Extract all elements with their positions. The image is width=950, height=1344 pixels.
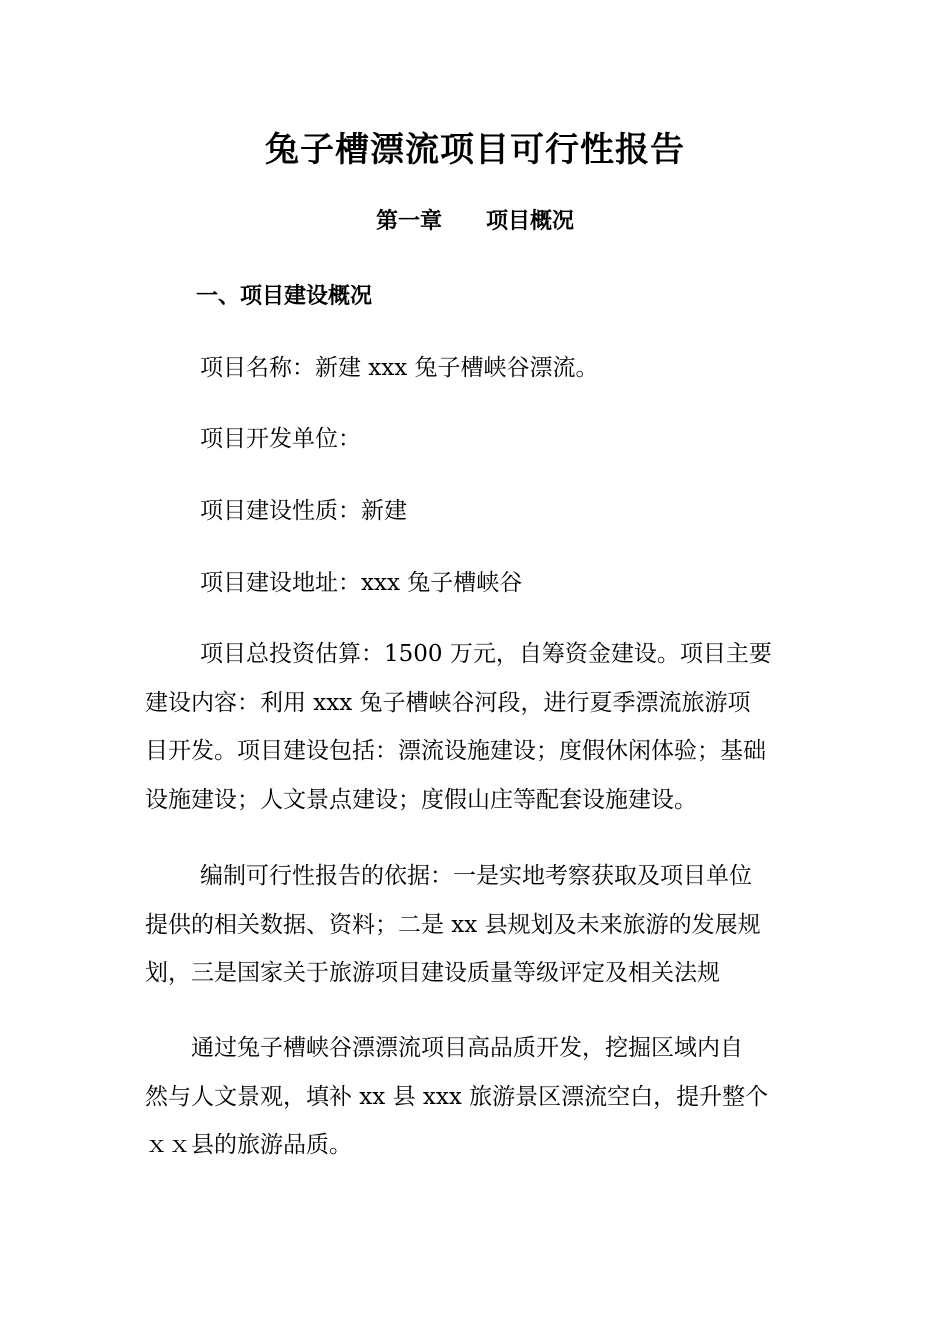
paragraph-goal (145, 1024, 810, 1170)
paragraph-line: 然与人文景观，填补 xx 县 xxx 旅游景区漂流空白，提升整个 (145, 1083, 769, 1110)
field-developer: 项目开发单位： (200, 426, 361, 452)
paragraph-line: 提供的相关数据、资料；二是 xx 县规划及未来旅游的发展规 (145, 911, 761, 938)
chapter-title: 第一章 项目概况 (375, 208, 574, 234)
field-address: 项目建设地址：xxx 兔子槽峡谷 (200, 570, 523, 596)
document-title: 兔子槽漂流项目可行性报告 (265, 130, 685, 170)
paragraph-investment (145, 630, 810, 824)
paragraph-line: 划，三是国家关于旅游项目建设质量等级评定及相关法规 (145, 960, 720, 986)
paragraph-line: 建设内容：利用 xxx 兔子槽峡谷河段，进行夏季漂流旅游项 (145, 689, 751, 716)
paragraph-line: 通过兔子槽峡谷漂漂流项目高品质开发，挖掘区域内自 (191, 1035, 743, 1061)
paragraph-line: 项目总投资估算：1500 万元，自筹资金建设。项目主要 (200, 641, 772, 667)
paragraph-line: 设施建设；人文景点建设；度假山庄等配套设施建设。 (145, 786, 697, 813)
paragraph-basis (145, 852, 810, 998)
field-nature: 项目建设性质：新建 (200, 498, 407, 524)
section-heading: 一、项目建设概况 (196, 283, 373, 309)
paragraph-line: 编制可行性报告的依据：一是实地考察获取及项目单位 (200, 863, 752, 889)
paragraph-line: ｘｘ县的旅游品质。 (145, 1132, 352, 1158)
paragraph-line: 目开发。项目建设包括：漂流设施建设；度假休闲体验；基础 (145, 738, 766, 764)
field-project-name: 项目名称：新建 xxx 兔子槽峡谷漂流。 (200, 355, 599, 381)
